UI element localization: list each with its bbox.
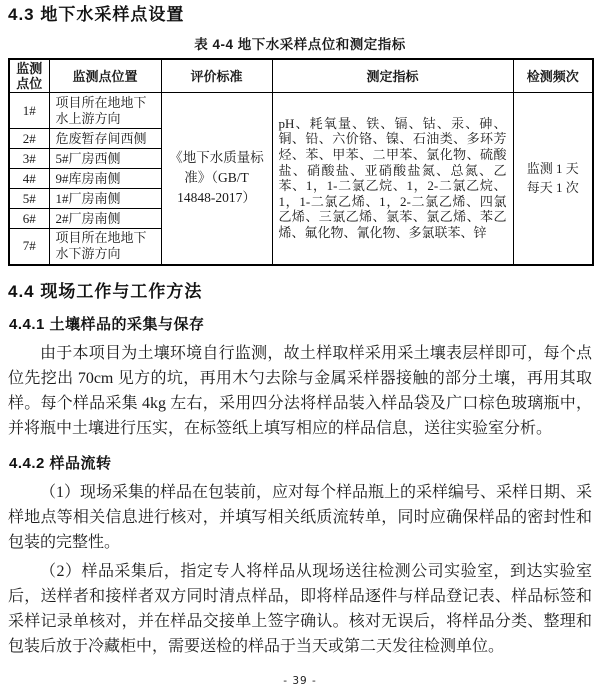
- point-cell: 6#: [9, 209, 49, 229]
- location-cell: 5#厂房西侧: [49, 149, 161, 169]
- location-cell: 2#厂房南侧: [49, 209, 161, 229]
- point-cell: 4#: [9, 169, 49, 189]
- header-evaluation-standard: 评价标准: [161, 59, 272, 93]
- location-cell: 项目所在地地下水下游方向: [49, 229, 161, 265]
- location-cell: 危废暂存间西侧: [49, 129, 161, 149]
- frequency-line-1: 监测 1 天: [526, 161, 579, 177]
- standard-cell: 《地下水质量标准》（GB/T 14848-2017）: [161, 93, 272, 265]
- sample-transfer-paragraph-1: （1）现场采集的样品在包装前，应对每个样品瓶上的采样编号、采样日期、采样地点等相关信息进行核对，并填写相关纸质流转单，同时应确保样品的密封性和包装的完整性。: [8, 483, 593, 551]
- location-cell: 1#厂房南侧: [49, 189, 161, 209]
- header-measured-indicators: 测定指标: [272, 59, 513, 93]
- soil-sampling-paragraph: 由于本项目为土壤环境自行监测，故土样取样采用采土壤表层样即可，每个点位先挖出 70cm 见方的坑，再用木勺去除与金属采样器接触的部分土壤，再用其取样。每个样品采集 4kg 左右，采用四分法将样品装入样品袋及广口棕色玻璃瓶中，并将瓶中土壤进行压实，在标签纸上填写相应的样品信息，送往实验室分析。: [8, 344, 592, 437]
- location-cell: 项目所在地地下水上游方向: [49, 93, 161, 129]
- header-detection-frequency: 检测频次: [513, 59, 593, 93]
- point-cell: 2#: [9, 129, 49, 149]
- frequency-line-2: 每天 1 次: [526, 180, 579, 196]
- section-4-3-heading: 4.3 地下水采样点设置: [8, 5, 185, 24]
- header-point-location: 监测点位置: [49, 59, 161, 93]
- groundwater-sampling-table: [8, 58, 594, 266]
- section-4-4-2-heading: 4.4.2 样品流转: [9, 454, 112, 472]
- table-row: [9, 93, 593, 129]
- sample-transfer-paragraph-2: （2）样品采集后，指定专人将样品从现场送往检测公司实验室，到达实验室后，送样者和接样者双方同时清点样品，即将样品逐件与样品登记表、样品标签和采样记录单核对，并在样品交接单上签字确认。核对无误后，将样品分类、整理和包装后放于冷藏柜中，需要送检的样品于当天或第二天发往检测单位。: [8, 562, 592, 655]
- point-cell: 5#: [9, 189, 49, 209]
- page-number: - 39 -: [283, 675, 317, 687]
- section-4-4-heading: 4.4 现场工作与工作方法: [8, 281, 203, 301]
- point-cell: 1#: [9, 93, 49, 129]
- table-header-row: [9, 59, 593, 93]
- header-monitor-point: 监测点位: [9, 59, 49, 93]
- frequency-cell: [513, 93, 593, 265]
- point-cell: 3#: [9, 149, 49, 169]
- table-caption: 表 4-4 地下水采样点位和测定指标: [194, 37, 406, 52]
- location-cell: 9#库房南侧: [49, 169, 161, 189]
- indicators-cell: pH、耗氧量、铁、镉、钴、汞、砷、铜、铅、六价铬、镍、石油类、多环芳烃、苯、甲苯、二甲苯、氯化物、硫酸盐、硝酸盐、亚硝酸盐氮、总氮、乙苯、1，1-二氯乙烷、1，2-二氯乙烷、1，1-二氯乙烯、1，2-二氯乙烯、四氯乙烯、三氯乙烯、氯苯、氯乙烯、苯乙烯、氟化物、氰化物、多氯联苯、锌: [272, 93, 513, 265]
- section-4-4-1-heading: 4.4.1 土壤样品的采集与保存: [9, 315, 205, 333]
- point-cell: 7#: [9, 229, 49, 265]
